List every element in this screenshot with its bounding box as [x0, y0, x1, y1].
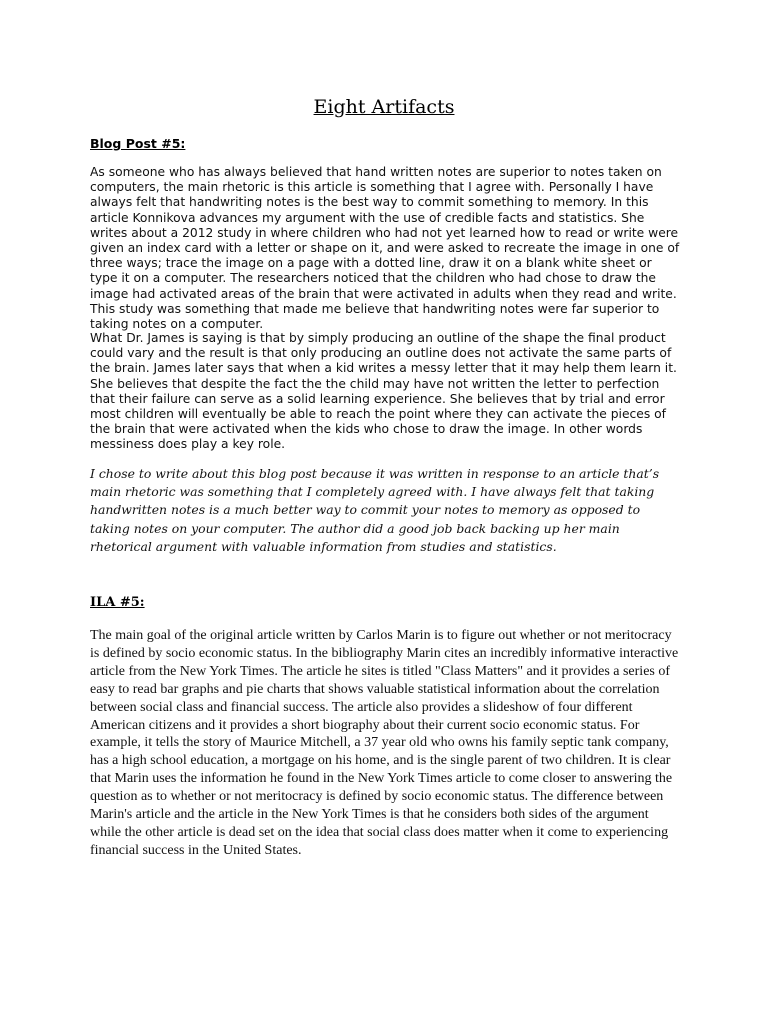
- ila-paragraph: The main goal of the original article written by Carlos Marin is to figure out whether or not meritocracy is defined by socio economic status. In the bibliography Marin cites an incredibly informative interactive article from the New York Times. The article he sites is titled "Class Matters" and it provides a series of easy to read bar graphs and pie charts that shows valuable statistical information about the correlation between social class and financial success. The article also provides a slideshow of four different American citizens and it provides a short biography about their current socio economic status. For example, it tells the story of Maurice Mitchell, a 37 year old who owns his family septic tank company, has a high school education, a mortgage on his home, and is the single parent of two children. It is clear that Marin uses the information he found in the New York Times article to come closer to answering the question as to whether or not meritocracy is defined by socio economic status. The difference between Marin's article and the article in the New York Times is that he considers both sides of the argument while the other article is dead set on the idea that social class does matter when it come to experiencing financial success in the United States.: [90, 628, 679, 858]
- blog-post-paragraph-1: As someone who has always believed that hand written notes are superior to notes taken on computers, the main rhetoric is this article is something that I agree with. Personally I have always felt that handwriting notes is the best way to commit something to memory. In this article Konnikova advances my argument with the use of credible facts and statistics. She writes about a 2012 study in where children who had not yet learned how to read or write were given an index card with a letter or shape on it, and were asked to recreate the image in one of three ways; trace the image on a page with a dotted line, draw it on a blank white sheet or type it on a computer. The researchers noticed that the children who had chose to draw the image had activated areas of the brain that were activated in adults when they read and write. This study was something that made me believe that handwriting notes were far superior to taking notes on a computer.: [90, 165, 680, 332]
- document-title: Eight Artifacts: [313, 96, 455, 118]
- blog-post-heading: Blog Post #5:: [90, 136, 186, 151]
- ila-heading: ILA #5:: [90, 595, 145, 610]
- blog-post-paragraph-2: What Dr. James is saying is that by simply producing an outline of the shape the final product could vary and the result is that only producing an outline does not activate the same parts of the brain. James later says that when a kid writes a messy letter that it may help them learn it. She believes that despite the fact the the child may have not written the letter to perfection that their failure can serve as a solid learning experience. She believes that by trial and error most children will eventually be able to reach the point where they can activate the pieces of the brain that were activated when the kids who chose to draw the image. In other words messiness does play a key role.: [90, 331, 677, 452]
- blog-post-reflection: I chose to write about this blog post because it was written in response to an article that’s main rhetoric was something that I completely agreed with. I have always felt that taking handwritten notes is a much better way to commit your notes to memory as opposed to taking notes on your computer. The author did a good job back backing up her main rhetorical argument with valuable information from studies and statistics.: [90, 466, 660, 554]
